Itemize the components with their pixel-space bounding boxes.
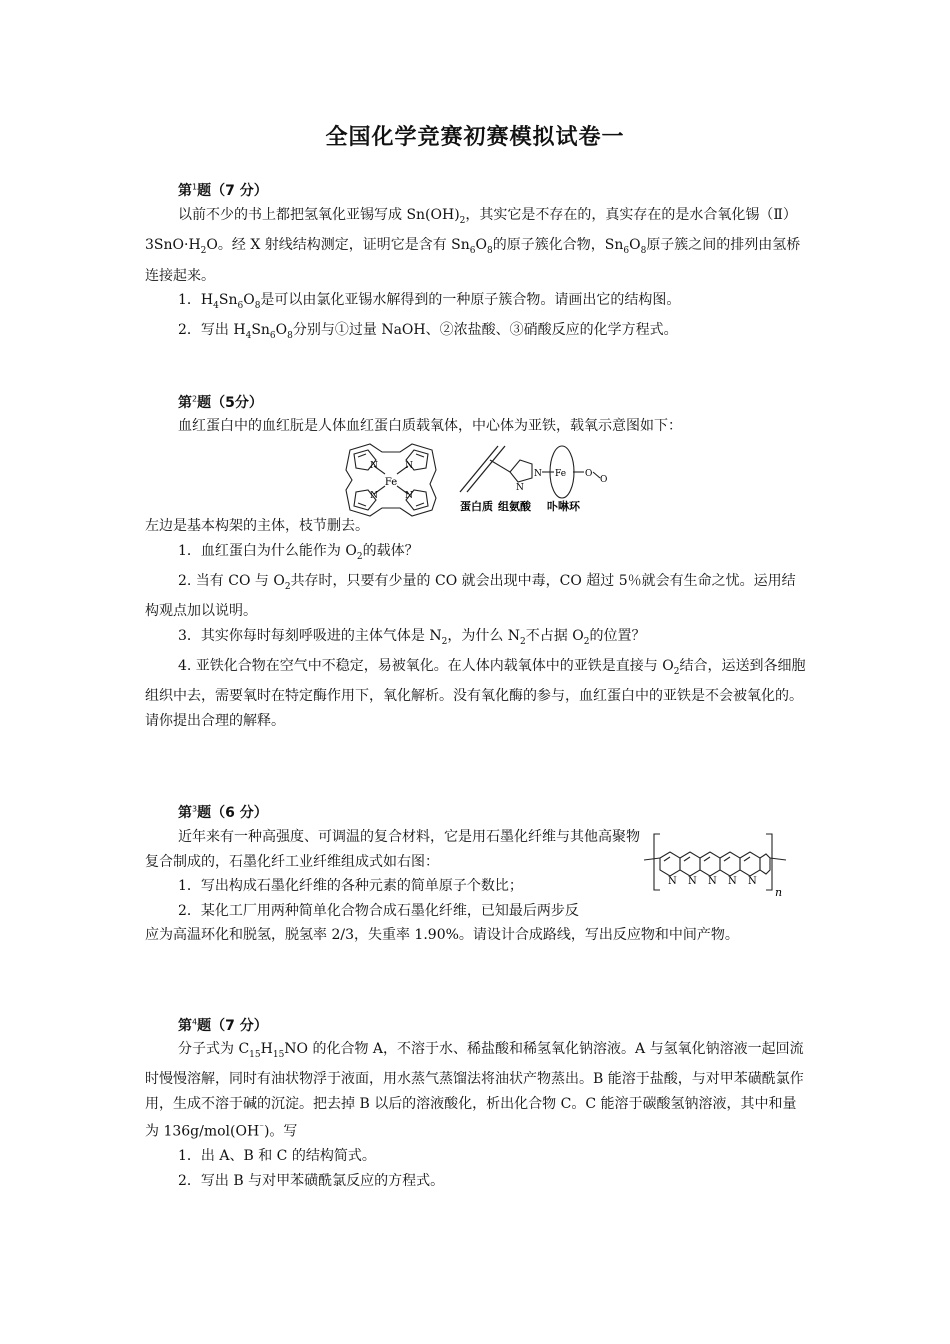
n-atom-label: N — [370, 461, 378, 471]
question-2-intro: 血红蛋白中的血红朊是人体血红蛋白质载氧体，中心体为亚铁，载氧示意图如下： — [178, 418, 682, 434]
question-2-heading: 第$^2$题（5分） — [178, 394, 263, 411]
n-atom-label: N — [405, 491, 413, 501]
document-title: 全国化学竞赛初赛模拟试卷一 — [325, 125, 625, 150]
n-atom-label: N — [708, 876, 717, 887]
n-atom-label: N — [728, 876, 737, 887]
question-3-intro: 近年来有一种高强度、可调温的复合材料，它是用石墨化纤维与其他高聚物复合制成的，石墨化纤工业纤维组成式如右图： — [145, 829, 640, 870]
question-1-body — [145, 203, 808, 349]
fe-atom-label: Fe — [384, 477, 398, 488]
question-4-heading: 第$^4$题（7 分） — [178, 1017, 268, 1034]
n-atom-label: N — [534, 469, 542, 479]
question-2-body — [145, 514, 808, 733]
n-atom-label: N — [748, 876, 757, 887]
histidine-label: 组氨酸 — [498, 500, 531, 513]
question-1-item-1: 1．$H_4Sn_6O_8$是可以由氯化亚锡水解得到的一种原子簇合物。请画出它的结构图。 — [178, 292, 681, 311]
hemoglobin-oxygen-figure — [330, 440, 620, 520]
question-1-heading: 第$^1$题（7 分） — [178, 182, 268, 199]
fe-atom-label: Fe — [555, 469, 567, 479]
question-3-heading: 第$^3$题（6 分） — [178, 804, 268, 821]
repeat-subscript-n: n — [775, 886, 783, 899]
question-3-item-1: 1．写出构成石墨化纤维的各种元素的简单原子个数比； — [178, 878, 523, 894]
question-2-note: 左边是基本构架的主体，枝节删去。 — [145, 518, 369, 534]
imidazole-ring — [510, 460, 532, 482]
porphyrin-label: 卟啉环 — [547, 500, 580, 513]
question-2-item-3: 3．其实你每时每刻呼吸进的主体气体是 $N_2$，为什么 $N_2$不占据 $O_2$的位置？ — [178, 627, 646, 647]
question-2-intro-block — [145, 414, 808, 439]
question-4-item-2: 2．写出 B 与对甲苯磺酰氯反应的方程式。 — [178, 1172, 445, 1189]
protein-chain-line — [460, 446, 498, 492]
o-atom-label: O — [585, 469, 593, 479]
question-3-body — [145, 825, 640, 923]
question-4-intro: 分子式为 $C_{15}H_{15}NO$ 的化合物 A，不溶于水、稀盐酸和稀氢氧化钠溶液。A 与氢氧化钠溶液一起回流时慢慢溶解，同时有油状物浮于液面，用水蒸气蒸馏法将油状产物蒸出。B 能溶于盐酸，与对甲苯磺酰氯作用，生成不溶于碱的沉淀。把去掉 B 以后的溶液酸化，析出化合物 C。C 能溶于碳酸氢钠溶液，其中和量为 136g/mol(OH⁻)。写 — [145, 1041, 804, 1140]
question-2-item-4: 4. 亚铁化合物在空气中不稳定，易被氧化。在人体内载氧体中的亚铁是直接与 $O_2$结合，运送到各细胞组织中去，需要氧时在特定酶作用下，氧化解析。没有氧化酶的参与，血红蛋白中的亚铁是不会被氧化的。请你提出合理的解释。 — [145, 657, 806, 729]
o-atom-label: O — [600, 475, 608, 485]
n-atom-label: N — [405, 461, 413, 471]
bond-line — [490, 460, 510, 472]
n-atom-label: N — [688, 876, 697, 887]
question-3-item-2-part-b: 应为高温环化和脱氢，脱氢率 2/3，失重率 1.90%。请设计合成路线，写出反应物和中间产物。 — [145, 927, 739, 943]
question-4-body — [145, 1037, 808, 1193]
n-atom-label: N — [668, 876, 677, 887]
question-4-item-1: 1．出 A、B 和 C 的结构简式。 — [178, 1148, 376, 1165]
n-atom-label: N — [516, 483, 524, 493]
bond-line — [593, 472, 600, 478]
question-1-intro: 以前不少的书上都把氢氧化亚锡写成 $Sn(OH)_2$，其实它是不存在的，真实存在的是水合氧化锡$(Ⅱ)3SnO\cdot H_2O$。经 X 射线结构测定，证明它是含有 $Sn_6O_8$的原子簇化合物，$Sn_6O_8$原子簇之间的排列由氢桥连接起来。 — [145, 207, 801, 284]
question-2-item-1: 1．血红蛋白为什么能作为 $O_2$的载体？ — [178, 542, 419, 562]
n-atom-label: N — [370, 491, 378, 501]
question-3-body-continued — [145, 923, 808, 948]
question-1-item-2: 2．写出 $H_4Sn_6O_8$分别与①过量 NaOH、②浓盐酸、③硝酸反应的化学方程式。 — [178, 322, 678, 342]
protein-label: 蛋白质 — [460, 500, 493, 513]
question-2-item-2: 2. 当有 CO 与 $O_2$共存时，只要有少量的 CO 就会出现中毒，CO 超过 5％就会有生命之忧。运用结构观点加以说明。 — [145, 572, 796, 620]
graphite-fiber-figure — [640, 828, 800, 900]
question-3-item-2-part-a: 2．某化工厂用两种简单化合物合成石墨化纤维，已知最后两步反 — [178, 902, 579, 919]
protein-chain-line — [467, 446, 505, 492]
